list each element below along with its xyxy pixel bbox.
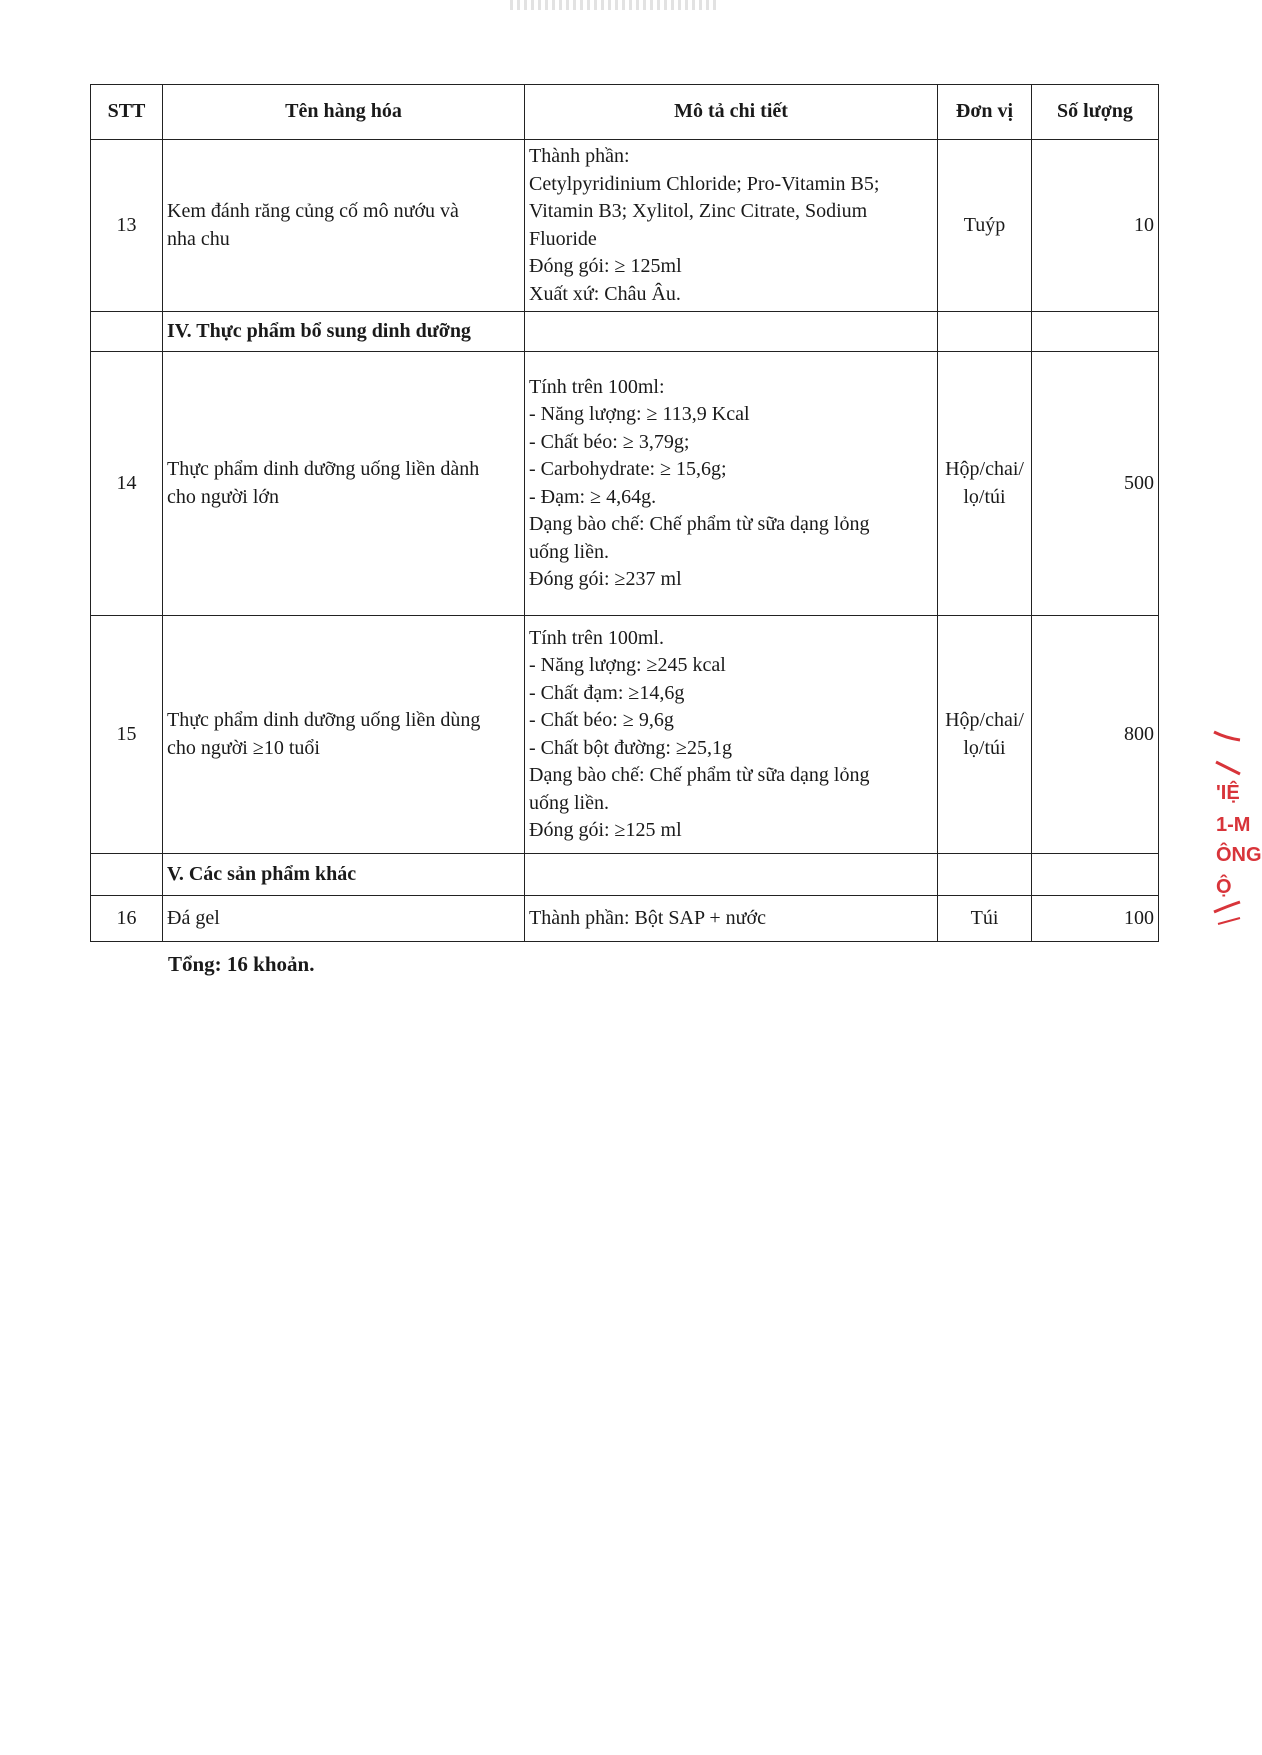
section-unit-cell: [938, 312, 1032, 352]
row-desc-line: Thành phần:: [529, 145, 630, 167]
row-name-line: Kem đánh răng củng cố mô nướu và: [167, 200, 459, 222]
row-desc: [525, 352, 938, 616]
row-desc-line: - Năng lượng: ≥ 113,9 Kcal: [529, 403, 750, 425]
row-desc-line: - Chất đạm: ≥14,6g: [529, 681, 685, 704]
row-name: [163, 616, 525, 854]
section-stt-cell: [91, 854, 163, 896]
stamp-text: Ộ: [1216, 876, 1232, 898]
row-desc-line: - Chất béo: ≥ 3,79g;: [529, 430, 690, 453]
row-name: Đá gel: [163, 896, 525, 942]
header-qty: Số lượng: [1032, 85, 1159, 140]
goods-table: [90, 84, 1159, 942]
section-desc-cell: [525, 312, 938, 352]
table-row: [91, 140, 1159, 312]
row-unit-line: lọ/túi: [963, 485, 1006, 508]
row-desc-line: Tính trên 100ml:: [529, 375, 665, 398]
row-desc-line: Dạng bào chế: Chế phẩm từ sữa dạng lỏng: [529, 764, 870, 786]
row-name-line: cho người ≥10 tuổi: [167, 736, 320, 759]
row-qty: 800: [1032, 616, 1159, 854]
header-name: Tên hàng hóa: [163, 85, 525, 140]
row-desc-line: - Carbohydrate: ≥ 15,6g;: [529, 458, 727, 480]
row-qty: 100: [1032, 896, 1159, 942]
red-stamp-fragment: [1206, 712, 1262, 942]
header-stt: STT: [91, 85, 163, 140]
row-desc-line: Đóng gói: ≥237 ml: [529, 568, 682, 590]
section-row: [91, 854, 1159, 896]
scan-artifact: [510, 0, 720, 10]
row-desc-line: Đóng gói: ≥ 125ml: [529, 255, 682, 277]
row-unit: [938, 352, 1032, 616]
table-row: [91, 896, 1159, 942]
section-title: V. Các sản phẩm khác: [163, 854, 525, 896]
row-unit-line: Hộp/chai/: [945, 709, 1024, 731]
row-desc: Thành phần: Bột SAP + nước: [525, 896, 938, 942]
row-desc-line: Đóng gói: ≥125 ml: [529, 819, 682, 841]
section-stt-cell: [91, 312, 163, 352]
row-unit: Tuýp: [938, 140, 1032, 312]
row-name: [163, 140, 525, 312]
section-desc-cell: [525, 854, 938, 896]
table-row: [91, 352, 1159, 616]
row-desc-line: Vitamin B3; Xylitol, Zinc Citrate, Sodium: [529, 200, 868, 222]
row-unit: Túi: [938, 896, 1032, 942]
stamp-text: 'IỆ: [1216, 782, 1240, 804]
row-desc-line: uống liền.: [529, 791, 609, 814]
row-stt: 15: [91, 616, 163, 854]
row-unit: [938, 616, 1032, 854]
row-name-line: Thực phẩm dinh dưỡng uống liền dùng: [167, 709, 481, 731]
row-qty: 10: [1032, 140, 1159, 312]
row-desc-line: Xuất xứ: Châu Âu.: [529, 282, 681, 305]
row-name-line: cho người lớn: [167, 485, 279, 508]
row-name: [163, 352, 525, 616]
row-desc-line: Cetylpyridinium Chloride; Pro-Vitamin B5;: [529, 172, 880, 195]
row-name-line: Thực phẩm dinh dưỡng uống liền dành: [167, 458, 480, 480]
row-stt: 13: [91, 140, 163, 312]
row-desc: [525, 140, 938, 312]
row-desc-line: Dạng bào chế: Chế phẩm từ sữa dạng lỏng: [529, 513, 870, 535]
stamp-text: ÔNG: [1216, 844, 1262, 866]
row-desc: [525, 616, 938, 854]
row-stt: 16: [91, 896, 163, 942]
row-desc-line: - Chất bột đường: ≥25,1g: [529, 736, 732, 759]
row-qty: 500: [1032, 352, 1159, 616]
header-desc: Mô tả chi tiết: [525, 85, 938, 140]
table-row: [91, 616, 1159, 854]
stamp-text: 1-M: [1216, 814, 1251, 836]
section-title: IV. Thực phẩm bổ sung dinh dưỡng: [163, 312, 525, 352]
header-unit: Đơn vị: [938, 85, 1032, 140]
row-stt: 14: [91, 352, 163, 616]
row-desc-line: Fluoride: [529, 227, 597, 250]
section-qty-cell: [1032, 854, 1159, 896]
section-qty-cell: [1032, 312, 1159, 352]
row-unit-line: Hộp/chai/: [945, 458, 1024, 480]
row-desc-line: Tính trên 100ml.: [529, 626, 664, 649]
section-unit-cell: [938, 854, 1032, 896]
row-desc-line: - Năng lượng: ≥245 kcal: [529, 654, 726, 676]
row-unit-line: lọ/túi: [963, 736, 1006, 759]
row-desc-line: uống liền.: [529, 540, 609, 563]
section-row: [91, 312, 1159, 352]
row-desc-line: - Đạm: ≥ 4,64g.: [529, 485, 657, 508]
row-desc-line: - Chất béo: ≥ 9,6g: [529, 709, 674, 731]
total-count: Tổng: 16 khoản.: [168, 952, 315, 976]
table-header-row: [91, 85, 1159, 140]
row-name-line: nha chu: [167, 227, 230, 250]
